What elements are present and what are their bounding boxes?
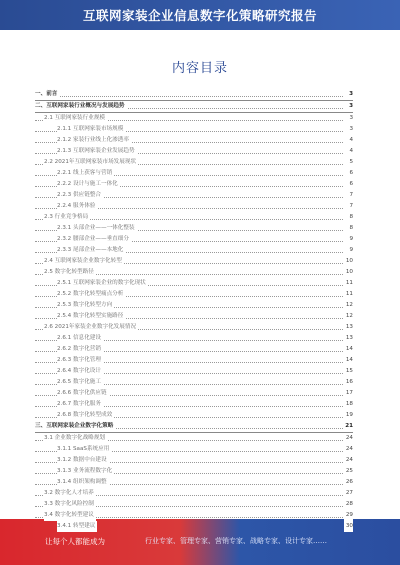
toc-entry-label: 2.5.4 数字化转型实施路径 <box>57 311 125 322</box>
toc-entry-label: 2.5.1 互联网家装企业的数字化现状 <box>57 278 148 289</box>
toc-entry-label: 3.3 数字化风险控制 <box>44 499 96 510</box>
toc-entry-page: 9 <box>347 234 353 245</box>
toc-entry-label: 2.5.2 数字化转型痛点分析 <box>57 289 125 300</box>
toc-entry-page: 3 <box>347 101 353 112</box>
toc-entry-page: 10 <box>344 256 353 267</box>
toc-entry-label: 2.5 数字化转型路径 <box>44 267 96 278</box>
toc-entry[interactable] <box>35 366 353 377</box>
toc-entry-page: 13 <box>344 333 353 344</box>
toc-entry-label: 2.5.3 数字化转型方向 <box>57 300 114 311</box>
toc-entry[interactable] <box>35 433 353 444</box>
toc-entry[interactable] <box>35 322 353 333</box>
toc-entry-page: 6 <box>347 179 353 190</box>
toc-entry-page: 21 <box>343 421 353 432</box>
toc-entry-page: 27 <box>344 488 353 499</box>
toc-entry[interactable] <box>35 157 353 168</box>
toc-entry-label: 2.6.6 数字化供应链 <box>57 388 109 399</box>
toc-entry-page: 5 <box>347 157 353 168</box>
toc-entry[interactable] <box>35 168 353 179</box>
toc-entry-label: 2.1.1 互联网家装市场规模 <box>57 124 125 135</box>
toc-entry-label: 2.6.7 数字化服务 <box>57 399 103 410</box>
toc-entry[interactable] <box>35 444 353 455</box>
toc-entry-page: 17 <box>344 388 353 399</box>
toc-entry[interactable] <box>35 289 353 300</box>
toc-entry-page: 15 <box>344 366 353 377</box>
toc-entry-label: 2.3.3 尾部企业——本地化 <box>57 245 125 256</box>
toc-entry[interactable] <box>35 179 353 190</box>
toc-entry[interactable] <box>35 311 353 322</box>
toc-entry-label: 二、互联网家装行业概况与发展趋势 <box>35 101 127 112</box>
toc-entry-page: 3 <box>347 124 353 135</box>
toc-entry-label: 2.1.2 家装行业线上化渗透率 <box>57 135 131 146</box>
report-header-bar <box>0 0 400 30</box>
table-of-contents <box>35 89 353 532</box>
toc-entry-page: 6 <box>347 168 353 179</box>
toc-entry[interactable] <box>35 212 353 223</box>
toc-entry-label: 2.4 互联网家装企业数字化转型 <box>44 256 124 267</box>
toc-entry-page: 16 <box>344 377 353 388</box>
toc-entry[interactable] <box>35 101 353 113</box>
toc-entry-page: 12 <box>344 311 353 322</box>
toc-entry-page: 3 <box>347 113 353 124</box>
toc-entry-label: 2.3 行业竞争格局 <box>44 212 90 223</box>
toc-entry[interactable] <box>35 135 353 146</box>
toc-entry-label: 3.2 数字化人才培养 <box>44 488 96 499</box>
toc-entry-page: 13 <box>344 322 353 333</box>
toc-entry[interactable] <box>35 421 353 433</box>
toc-entry-page: 24 <box>344 433 353 444</box>
toc-entry[interactable] <box>35 455 353 466</box>
toc-entry-label: 一、前言 <box>35 89 59 100</box>
toc-entry-page: 7 <box>347 201 353 212</box>
toc-entry-page: 18 <box>344 399 353 410</box>
toc-heading: 内容目录 <box>171 61 228 76</box>
toc-entry-label: 3.1.3 业务流程数字化 <box>57 466 114 477</box>
toc-entry-page: 28 <box>344 499 353 510</box>
toc-entry-label: 3.1.1 SaaS系统应用 <box>57 444 111 455</box>
toc-entry-label: 3.1.4 组织架构调整 <box>57 477 109 488</box>
toc-entry-page: 29 <box>344 510 353 521</box>
toc-entry-label: 2.6.1 信息化建设 <box>57 333 103 344</box>
toc-entry[interactable] <box>35 344 353 355</box>
toc-entry-label: 2.6.3 数字化管理 <box>57 355 103 366</box>
toc-entry[interactable] <box>35 124 353 135</box>
toc-entry[interactable] <box>35 223 353 234</box>
toc-entry-page: 3 <box>347 89 353 100</box>
toc-entry-label: 2.6.4 数字化设计 <box>57 366 103 377</box>
toc-entry[interactable] <box>35 267 353 278</box>
toc-entry-label: 3.4.1 转型建议 <box>57 521 97 532</box>
toc-entry-page: 24 <box>344 444 353 455</box>
footer-slogan: 让每个人都能成为 <box>45 537 105 546</box>
toc-entry-page: 4 <box>347 146 353 157</box>
toc-entry-page: 11 <box>344 289 353 300</box>
toc-entry[interactable] <box>35 245 353 256</box>
toc-entry[interactable] <box>35 466 353 477</box>
toc-entry[interactable] <box>35 256 353 267</box>
toc-entry[interactable] <box>35 488 353 499</box>
toc-entry-label: 3.1 企业数字化战略规划 <box>44 433 107 444</box>
toc-entry-page: 8 <box>347 223 353 234</box>
toc-entry-page: 30 <box>344 521 353 532</box>
toc-entry-page: 24 <box>344 455 353 466</box>
toc-entry[interactable] <box>35 377 353 388</box>
toc-entry-page: 10 <box>344 267 353 278</box>
toc-entry-label: 3.1.2 数据中台建设 <box>57 455 109 466</box>
toc-entry-label: 2.2.4 服务体验 <box>57 201 97 212</box>
toc-entry-page: 14 <box>344 344 353 355</box>
toc-entry-label: 2.2.2 设计与施工一体化 <box>57 179 120 190</box>
toc-entry[interactable] <box>35 300 353 311</box>
toc-entry-page: 9 <box>347 245 353 256</box>
toc-entry-page: 7 <box>347 190 353 201</box>
toc-entry-label: 3.4 数字化转型建议 <box>44 510 96 521</box>
toc-entry[interactable] <box>35 333 353 344</box>
toc-entry[interactable] <box>35 190 353 201</box>
toc-entry[interactable] <box>35 499 353 510</box>
toc-entry-page: 25 <box>344 466 353 477</box>
toc-entry[interactable] <box>35 477 353 488</box>
toc-entry-page: 19 <box>344 410 353 421</box>
toc-entry-page: 26 <box>344 477 353 488</box>
toc-entry-page: 8 <box>347 212 353 223</box>
toc-entry[interactable] <box>35 89 353 101</box>
toc-entry-page: 14 <box>344 355 353 366</box>
toc-entry-label: 2.2.3 供应链整合 <box>57 190 103 201</box>
toc-entry[interactable] <box>35 410 353 421</box>
toc-entry[interactable] <box>35 234 353 245</box>
toc-leader-dots <box>35 96 343 97</box>
toc-entry-label: 2.2.1 线上获客与营销 <box>57 168 114 179</box>
toc-entry-label: 2.6.8 数字化转型成效 <box>57 410 114 421</box>
footer-tagline: 行业专家、管理专家、营销专家、战略专家、设计专家…… <box>145 537 327 545</box>
toc-entry[interactable] <box>35 399 353 410</box>
toc-entry-page: 11 <box>344 278 353 289</box>
toc-entry-label: 2.6.5 数字化施工 <box>57 377 103 388</box>
toc-entry[interactable] <box>35 146 353 157</box>
toc-entry[interactable] <box>35 355 353 366</box>
report-title: 互联网家装企业信息数字化策略研究报告 <box>82 8 317 23</box>
toc-entry-page: 12 <box>344 300 353 311</box>
toc-entry-label: 2.1.3 互联网家装企业发展趋势 <box>57 146 137 157</box>
toc-entry-label: 三、互联网家装企业数字化策略 <box>35 421 115 432</box>
toc-entry-label: 2.6 2021年家装企业数字化发展情况 <box>44 322 138 333</box>
toc-entry-label: 2.6.2 数字化营销 <box>57 344 103 355</box>
toc-entry-label: 2.3.2 腰部企业——垂直细分 <box>57 234 131 245</box>
toc-entry-label: 2.2 2021年互联网家装市场发展现状 <box>44 157 138 168</box>
toc-entry[interactable] <box>35 113 353 124</box>
toc-entry-page: 4 <box>347 135 353 146</box>
toc-entry[interactable] <box>35 201 353 212</box>
toc-entry[interactable] <box>35 388 353 399</box>
toc-entry[interactable] <box>35 278 353 289</box>
toc-entry-label: 2.3.1 头部企业——一体化整装 <box>57 223 137 234</box>
toc-entry-label: 2.1 互联网家装行业规模 <box>44 113 107 124</box>
